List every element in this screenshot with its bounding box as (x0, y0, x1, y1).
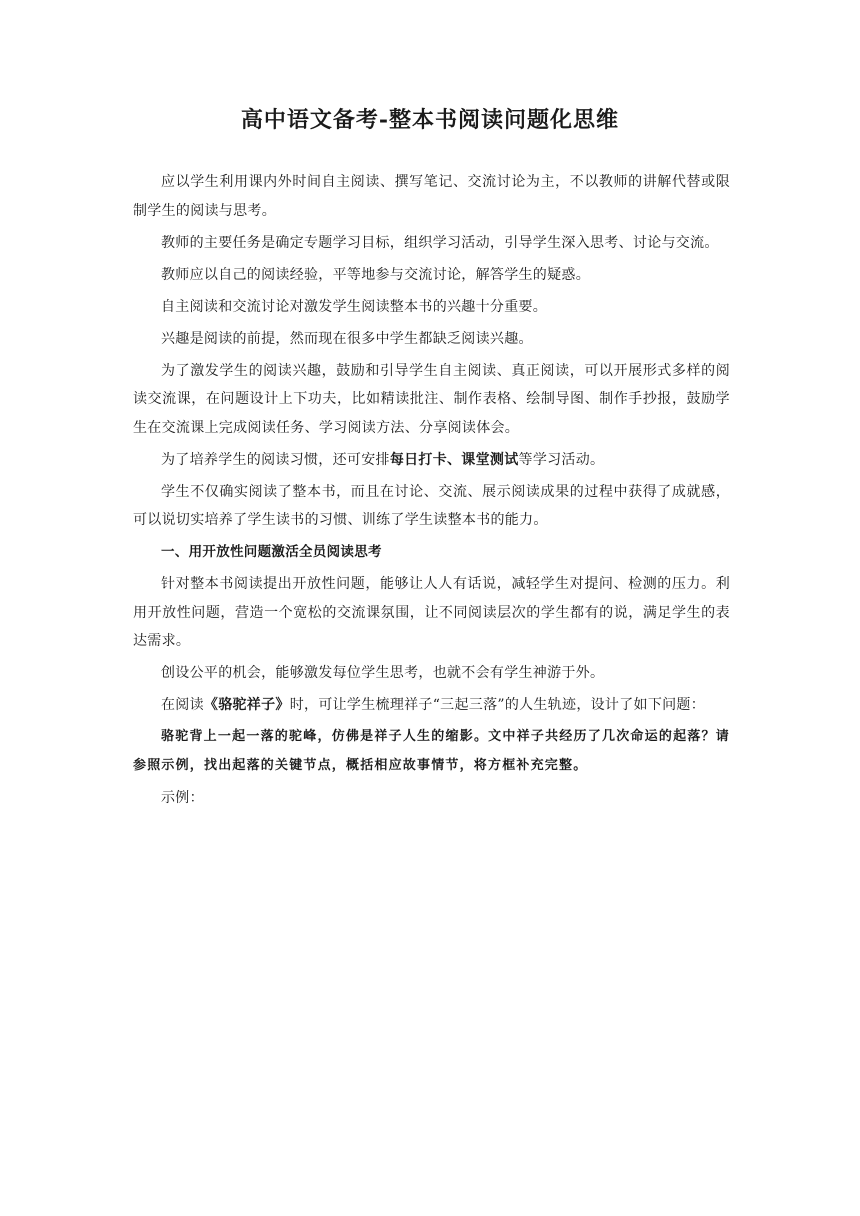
paragraph-text: 为了培养学生的阅读习惯，还可安排 (161, 451, 390, 468)
paragraph: 针对整本书阅读提出开放性问题，能够让人人有话说，减轻学生对提问、检测的压力。利用开放性问题，营造一个宽松的交流课氛围，让不同阅读层次的学生都有的说，满足学生的表达需求。 (133, 576, 730, 649)
paragraph-text: 等学习活动。 (518, 451, 605, 468)
question-text: 骆驼背上一起一落的驼峰，仿佛是祥子人生的缩影。文中祥子共经历了几次命运的起落？请参照示例，找出起落的关键节点，概括相应故事情节，将方框补充完整。 (133, 729, 730, 773)
paragraph: 兴趣是阅读的前提，然而现在很多中学生都缺乏阅读兴趣。 (161, 330, 533, 347)
section-heading: 一、用开放性问题激活全员阅读思考 (161, 544, 382, 560)
paragraph: 为了激发学生的阅读兴趣，鼓励和引导学生自主阅读、真正阅读，可以开展形式多样的阅读交流课，在问题设计上下功夫，比如精读批注、制作表格、绘制导图、制作手抄报，鼓励学生在交流课上完成阅读任务、学习阅读方法、分享阅读体会。 (133, 362, 730, 436)
paragraph-with-emphasis (133, 691, 730, 720)
paragraph: 学生不仅确实阅读了整本书，而且在讨论、交流、展示阅读成果的过程中获得了成就感，可以说切实培养了学生读书的习惯、训练了学生读整本书的能力。 (133, 483, 730, 528)
document-body (133, 168, 730, 812)
example-label: 示例： (161, 789, 204, 806)
paragraph-with-emphasis (133, 446, 730, 475)
document-title: 高中语文备考-整本书阅读问题化思维 (240, 107, 620, 133)
paragraph: 教师的主要任务是确定专题学习目标，组织学习活动，引导学生深入思考、讨论与交流。 (161, 234, 719, 251)
emphasis-text: 每日打卡、课堂测试 (389, 451, 519, 468)
paragraph: 应以学生利用课内外时间自主阅读、撰写笔记、交流讨论为主，不以教师的讲解代替或限制学生的阅读与思考。 (133, 174, 730, 219)
paragraph: 教师应以自己的阅读经验，平等地参与交流讨论，解答学生的疑惑。 (161, 266, 590, 283)
paragraph: 创设公平的机会，能够激发每位学生思考，也就不会有学生神游于外。 (161, 665, 605, 681)
paragraph-text: 在阅读 (161, 697, 204, 713)
paragraph-text: 时，可让学生梳理祥子“三起三落”的人生轨迹，设计了如下问题： (289, 697, 706, 713)
paragraph: 自主阅读和交流讨论对激发学生阅读整本书的兴趣十分重要。 (161, 298, 548, 315)
book-title: 《骆驼祥子》 (203, 697, 290, 713)
